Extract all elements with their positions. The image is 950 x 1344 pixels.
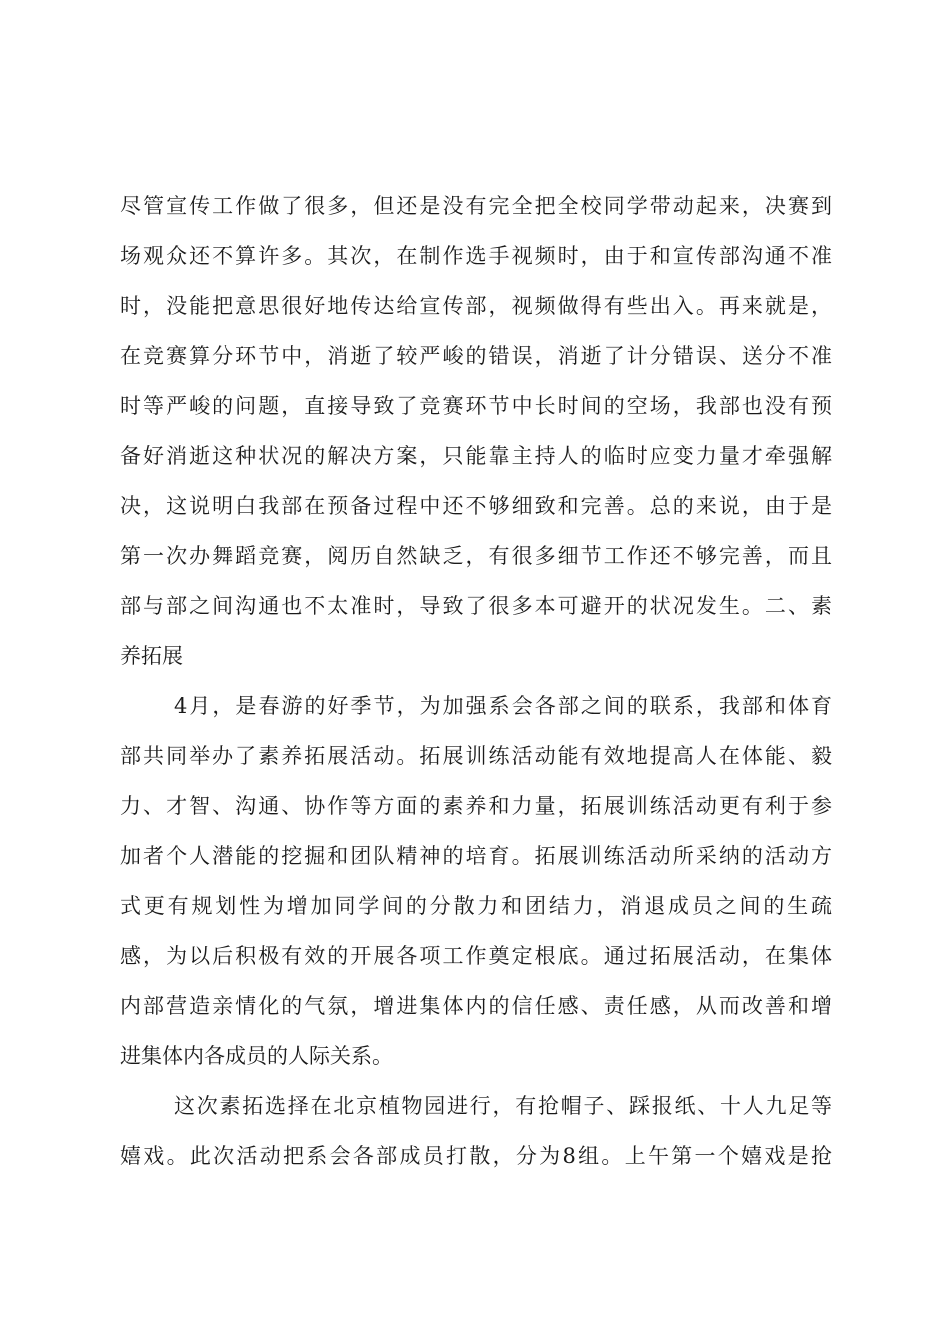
paragraph-first-line: 4月，是春游的好季节，为加强系会各部之间的联系，我部和体育	[174, 694, 832, 718]
section-heading-line: 养拓展	[120, 644, 183, 668]
text-line: 加者个人潜能的挖掘和团队精神的培育。拓展训练活动所采纳的活动方	[120, 844, 832, 868]
text-line: 部共同举办了素养拓展活动。拓展训练活动能有效地提高人在体能、毅	[120, 744, 832, 768]
text-line: 在竞赛算分环节中，消逝了较严峻的错误，消逝了计分错误、送分不准	[120, 344, 832, 368]
text-line: 场观众还不算许多。其次，在制作选手视频时，由于和宣传部沟通不准	[120, 244, 832, 268]
text-line: 尽管宣传工作做了很多，但还是没有完全把全校同学带动起来，决赛到	[120, 194, 832, 218]
paragraph-first-line: 这次素拓选择在北京植物园进行，有抢帽子、踩报纸、十人九足等	[174, 1094, 832, 1118]
text-line: 进集体内各成员的人际关系。	[120, 1044, 393, 1068]
text-line: 嬉戏。此次活动把系会各部成员打散，分为8组。上午第一个嬉戏是抢	[120, 1144, 832, 1168]
text-line: 力、才智、沟通、协作等方面的素养和力量，拓展训练活动更有利于参	[120, 794, 832, 818]
text-line: 第一次办舞蹈竞赛，阅历自然缺乏，有很多细节工作还不够完善，而且	[120, 544, 832, 568]
text-line: 部与部之间沟通也不太准时，导致了很多本可避开的状况发生。二、素	[120, 594, 832, 618]
text-line: 感，为以后积极有效的开展各项工作奠定根底。通过拓展活动，在集体	[120, 944, 832, 968]
text-line: 备好消逝这种状况的解决方案，只能靠主持人的临时应变力量才牵强解	[120, 444, 832, 468]
text-line: 时等严峻的问题，直接导致了竞赛环节中长时间的空场，我部也没有预	[120, 394, 832, 418]
text-line: 内部营造亲情化的气氛，增进集体内的信任感、责任感，从而改善和增	[120, 994, 832, 1018]
text-line: 式更有规划性为增加同学间的分散力和团结力，消退成员之间的生疏	[120, 894, 832, 918]
text-line: 时，没能把意思很好地传达给宣传部，视频做得有些出入。再来就是，	[120, 294, 832, 318]
text-line: 决，这说明白我部在预备过程中还不够细致和完善。总的来说，由于是	[120, 494, 832, 518]
